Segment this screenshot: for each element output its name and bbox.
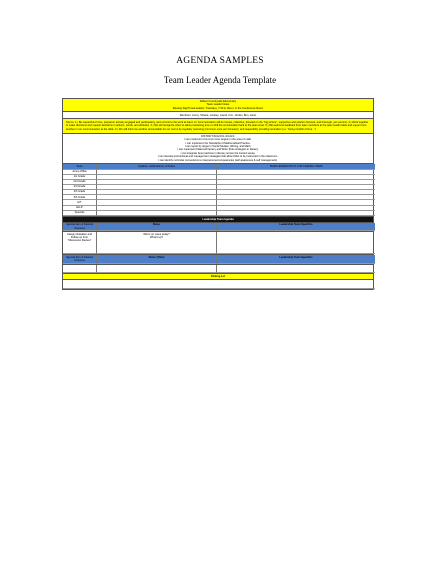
team-name: ELLP — [63, 206, 97, 211]
time-row — [62, 265, 374, 274]
notes-line: What's up? — [150, 236, 163, 239]
notes-title: Team Leader Notes — [206, 103, 230, 107]
input-cell[interactable] — [217, 211, 375, 216]
time-notes-cell[interactable] — [97, 265, 217, 273]
team-updates-table — [62, 164, 374, 216]
team-header: Team — [63, 164, 97, 169]
specifics-header: Leadership Team Specifics — [217, 223, 375, 232]
goal-item: I can identify curricular connections to interpersonal competencies (self awareness & self management). — [158, 158, 278, 162]
goal-item: I can implement Common Core targets in the area of math. — [184, 138, 252, 142]
sheet-header — [62, 98, 374, 112]
team-name: 5th Grade — [63, 195, 97, 200]
school-name: Kildeer Countryside Elementary — [199, 100, 237, 103]
updates-cell[interactable] — [97, 211, 217, 216]
input-header: TEAM LEADER INPUT FOR AGENDA ITEMS — [217, 164, 375, 169]
norms-block: Norms: 1.) Be respectful of time, prepared, actively engaged and participatory, and commit to the work at hand. 2.) Communication will be honest, collective, focused on the "big picture", supportive and solution focused, and thorough, yet succinct. 3.) Work together to make decisions and support decisions in actions, words, and attitudes. 4.) We will recognize when to allow processing time or shift the conversation back to the team level. 5.) We welcome feedback from team members at the team leader table and support one another in our communication at the table. 6.) We will hold one another accountable for our norms by regularly reviewing (minimum once per trimester), and respectfully providing reminders (i.e. "being mindful of time...") — [62, 119, 374, 133]
notes-line: Who's on notes today? — [143, 232, 170, 236]
team-name: HIT — [63, 200, 97, 205]
time-table — [62, 255, 374, 265]
agenda-notes-cell[interactable] — [97, 232, 217, 254]
goals-title: DISTRICT/SCHOOL GOALS: — [201, 135, 235, 139]
agenda-specifics-cell[interactable] — [217, 232, 375, 254]
doc-subtitle: Team Leader Agenda Template — [163, 75, 277, 85]
updates-header: Updates, Celebrations, & Kudos — [97, 164, 217, 169]
goal-item: I can integrate best practices in literacy across the content areas. — [180, 151, 256, 155]
leadership-band: Leadership Team Agenda — [62, 217, 374, 223]
notes-header: Notes — [97, 223, 217, 232]
time-item-header: Agenda Item & Desired Outcome — [63, 255, 97, 264]
parking-lot-area — [62, 280, 374, 290]
goal-item: I can implement the Standards of Mathematical Practice. — [185, 141, 251, 145]
parking-lot-cell[interactable] — [63, 280, 375, 289]
goal-item: I can implement balanced literacy and Write Tools strategies in literacy. — [177, 148, 259, 152]
team-name: 4th Grade — [63, 190, 97, 195]
team-name: Specials — [63, 211, 97, 216]
time-notes-header: Notes (Time) — [97, 255, 217, 264]
team-name: 1st Grade — [63, 175, 97, 180]
members-row: Members: Jenny, Shasta, Lindsey, Laurel, Kim, Jordan, Ben, Janet — [62, 112, 374, 119]
team-name: Jenny-Office — [63, 170, 97, 175]
agenda-row — [62, 232, 374, 255]
doc-title: AGENDA SAMPLES — [176, 56, 264, 66]
agenda-item-header: Agenda Item & Desired Outcome — [63, 223, 97, 232]
time-item-cell[interactable] — [63, 265, 97, 273]
agenda-sheet — [62, 98, 374, 290]
goal-item: I can develop instructional and management strategies that allow KJEs to be instructed in the classroom. — [157, 155, 279, 159]
time-specifics-header: Leadership Team Specifics — [217, 255, 375, 264]
parking-lot-band: Parking Lot — [62, 274, 374, 280]
time-specifics-cell[interactable] — [217, 265, 375, 273]
goals-block — [62, 134, 374, 165]
meeting-info: Meeting Day/Time/Location: Tuesdays, 7:30 & 10a.m. in the Conference Room — [172, 106, 264, 110]
agenda-table — [62, 223, 374, 233]
team-name: 2nd Grade — [63, 180, 97, 185]
agenda-item-cell: Assign Notetaker and Follow-up from "Discussion Review" — [63, 232, 97, 254]
goal-item: I can report by target in Social Studies, Writing, and Math. — [184, 145, 252, 149]
team-name: 3rd Grade — [63, 185, 97, 190]
